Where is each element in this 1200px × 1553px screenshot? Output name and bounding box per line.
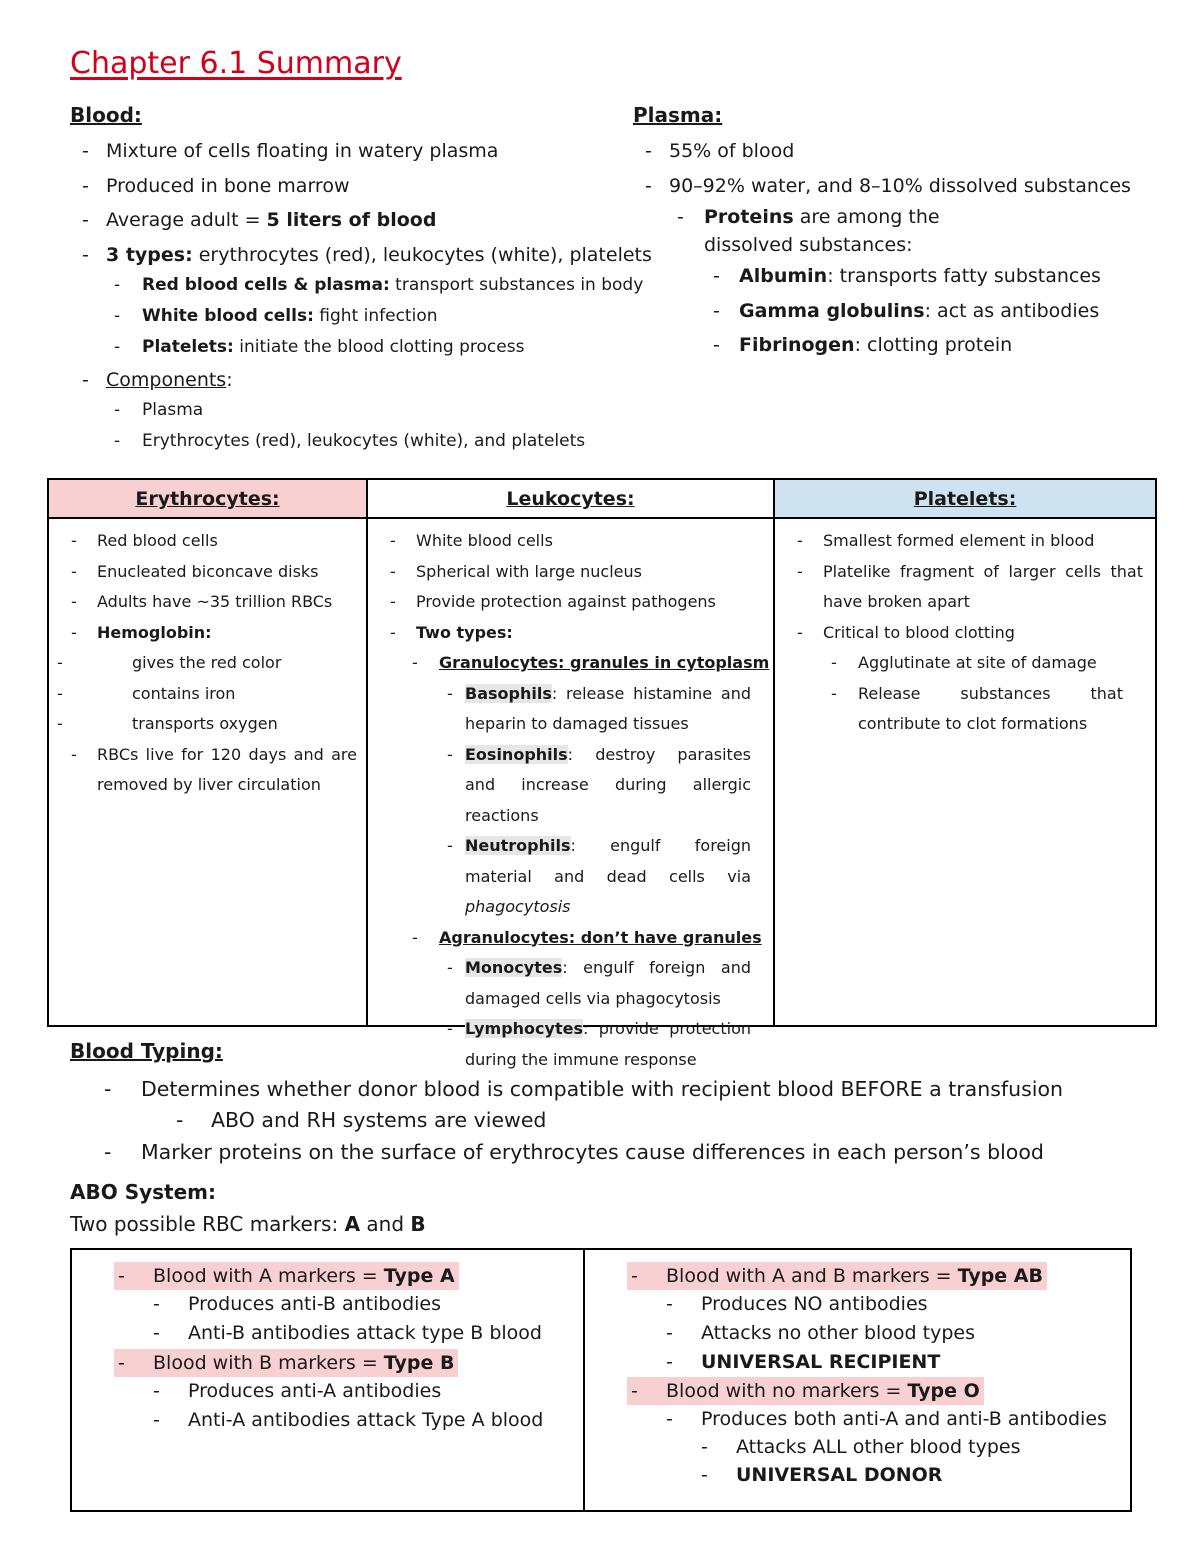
list-item: - 55% of blood bbox=[633, 134, 1153, 169]
list-item: - Produces anti-B antibodies bbox=[153, 1293, 442, 1315]
list-item: - Adults have ~35 trillion RBCs bbox=[49, 587, 359, 618]
blood-heading: Blood: bbox=[70, 103, 142, 127]
type-a-row: - Blood with A markers = Type A bbox=[114, 1262, 459, 1290]
list-item: - Provide protection against pathogens bbox=[368, 587, 763, 618]
list-item: - Produced in bone marrow bbox=[70, 169, 630, 204]
platelets-header: Platelets: bbox=[775, 480, 1155, 518]
erythrocytes-column bbox=[49, 526, 359, 801]
list-item: - Hemoglobin: - gives the red color - contains iron - transports oxygen bbox=[49, 618, 359, 740]
list-item: - Anti-A antibodies attack Type A blood bbox=[153, 1409, 544, 1431]
type-b-row: - Blood with B markers = Type B bbox=[114, 1349, 458, 1377]
list-item: - Spherical with large nucleus bbox=[368, 557, 763, 588]
column-divider bbox=[583, 1250, 585, 1510]
list-item: - Produces NO antibodies bbox=[666, 1293, 928, 1315]
list-item: - Agglutinate at site of damage bbox=[823, 648, 1123, 679]
list-item: - Determines whether donor blood is compatible with recipient blood BEFORE a transfusion bbox=[104, 1077, 1064, 1101]
abo-heading: ABO System: bbox=[70, 1180, 216, 1204]
plasma-list bbox=[633, 134, 1153, 363]
abo-intro: Two possible RBC markers: A and B bbox=[70, 1212, 426, 1236]
list-item: - Red blood cells & plasma: transport substances in body bbox=[106, 270, 630, 301]
leukocytes-header: Leukocytes: bbox=[506, 488, 635, 510]
table-divider bbox=[49, 517, 1155, 519]
list-item: - Agranulocytes: don’t have granules - Monocytes: engulf foreign and damaged cells via phagocytosis - Lymphocytes: provide protection during the immune response bbox=[404, 923, 763, 1076]
list-item: - White blood cells: fight infection bbox=[106, 301, 630, 332]
leukocytes-column bbox=[368, 526, 770, 1075]
list-item: - Eosinophils: destroy parasites and increase during allergic reactions bbox=[439, 740, 751, 832]
platelets-column bbox=[775, 526, 1153, 740]
list-item: - ABO and RH systems are viewed bbox=[176, 1108, 547, 1132]
list-item: - Produces anti-A antibodies bbox=[153, 1380, 442, 1402]
type-ab-row: - Blood with A and B markers = Type AB bbox=[627, 1262, 1047, 1290]
type-o-row: - Blood with no markers = Type O bbox=[627, 1377, 984, 1405]
list-item: - Fibrinogen: clotting protein bbox=[669, 328, 1004, 363]
list-item: - 90–92% water, and 8–10% dissolved substances - Proteins are among the dissolved substances: - Albumin: transports fatty substances - Gamma globulins: act as antibodies - Fibrinogen: clotting protein bbox=[633, 169, 1153, 363]
blood-typing-heading: Blood Typing: bbox=[70, 1039, 223, 1063]
list-item: - RBCs live for 120 days and are removed by liver circulation bbox=[49, 740, 357, 801]
list-item: - Neutrophils: engulf foreign material and dead cells via phagocytosis bbox=[439, 831, 751, 923]
list-item: - Basophils: release histamine and heparin to damaged tissues bbox=[439, 679, 751, 740]
list-item: - Smallest formed element in blood bbox=[775, 526, 1153, 557]
list-item: - gives the red color bbox=[49, 648, 359, 679]
abo-right-column bbox=[627, 1262, 1127, 1490]
list-item: - Anti-B antibodies attack type B blood bbox=[153, 1322, 542, 1344]
list-item: - Platelike fragment of larger cells that have broken apart bbox=[775, 557, 1143, 618]
list-item: - Plasma bbox=[106, 395, 630, 426]
list-item: - Average adult = 5 liters of blood bbox=[70, 203, 630, 238]
list-item: - Proteins are among the dissolved substances: - Albumin: transports fatty substances - Gamma globulins: act as antibodies - Fibrinogen: clotting protein bbox=[669, 203, 1004, 363]
list-item: - contains iron bbox=[49, 679, 359, 710]
list-item: - Marker proteins on the surface of erythrocytes cause differences in each person’s blood bbox=[104, 1140, 1044, 1164]
list-item: - White blood cells bbox=[368, 526, 763, 557]
abo-left-column bbox=[114, 1262, 574, 1435]
page-title: Chapter 6.1 Summary bbox=[70, 46, 402, 81]
list-item: - Platelets: initiate the blood clotting process bbox=[106, 332, 630, 363]
list-item: - Erythrocytes (red), leukocytes (white), and platelets bbox=[106, 426, 630, 457]
list-item: - Lymphocytes: provide protection during the immune response bbox=[439, 1014, 751, 1075]
list-item: - Monocytes: engulf foreign and damaged cells via phagocytosis bbox=[439, 953, 751, 1014]
list-item: - Granulocytes: granules in cytoplasm - Basophils: release histamine and heparin to damaged tissues - Eosinophils: destroy parasites and increase during allergic reactions - Neutrophils: engulf foreign material and dead cells via phagocytosis bbox=[404, 648, 763, 923]
list-item: - Release substances that contribute to clot formations bbox=[823, 679, 1123, 740]
list-item: - Produces both anti-A and anti-B antibodies bbox=[666, 1408, 1107, 1430]
plasma-heading: Plasma: bbox=[633, 103, 723, 127]
abo-table bbox=[70, 1248, 1132, 1512]
list-item: - Mixture of cells floating in watery plasma bbox=[70, 134, 630, 169]
list-item: - Attacks ALL other blood types bbox=[701, 1436, 1021, 1458]
blood-typing-list bbox=[100, 1073, 1160, 1168]
list-item: - Attacks no other blood types bbox=[666, 1322, 975, 1344]
blood-list bbox=[70, 134, 652, 457]
list-item: - UNIVERSAL DONOR bbox=[701, 1464, 943, 1486]
list-item: - Enucleated biconcave disks bbox=[49, 557, 359, 588]
list-item: - Components: - Plasma - Erythrocytes (red), leukocytes (white), and platelets bbox=[70, 363, 630, 457]
list-item: - Albumin: transports fatty substances bbox=[669, 259, 1004, 294]
list-item: - Critical to blood clotting - Agglutinate at site of damage - Release substances that contribute to clot formations bbox=[775, 618, 1153, 740]
list-item: - transports oxygen bbox=[49, 709, 359, 740]
list-item: - Gamma globulins: act as antibodies bbox=[669, 294, 1004, 329]
list-item: - Red blood cells bbox=[49, 526, 359, 557]
list-item: - 3 types: erythrocytes (red), leukocytes (white), platelets - Red blood cells & plasma: transport substances in body - White blood cells: fight infection - Platelets: initiate the blood clotting process bbox=[70, 238, 630, 364]
list-item: - Two types: - Granulocytes: granules in cytoplasm - Basophils: release histamine and heparin to damaged tissues - Eosinophils: destroy parasites and increase during allergic reactions - Neutrophils: engulf foreign material and dead cells via phagocytosis - Agranulocytes: don’t have granules - Monocytes: engulf foreign and damaged cells via phagocytosis - Lymphocytes: provide protection during the immune response bbox=[368, 618, 763, 1076]
erythrocytes-header: Erythrocytes: bbox=[49, 480, 366, 518]
list-item: - UNIVERSAL RECIPIENT bbox=[666, 1351, 941, 1373]
